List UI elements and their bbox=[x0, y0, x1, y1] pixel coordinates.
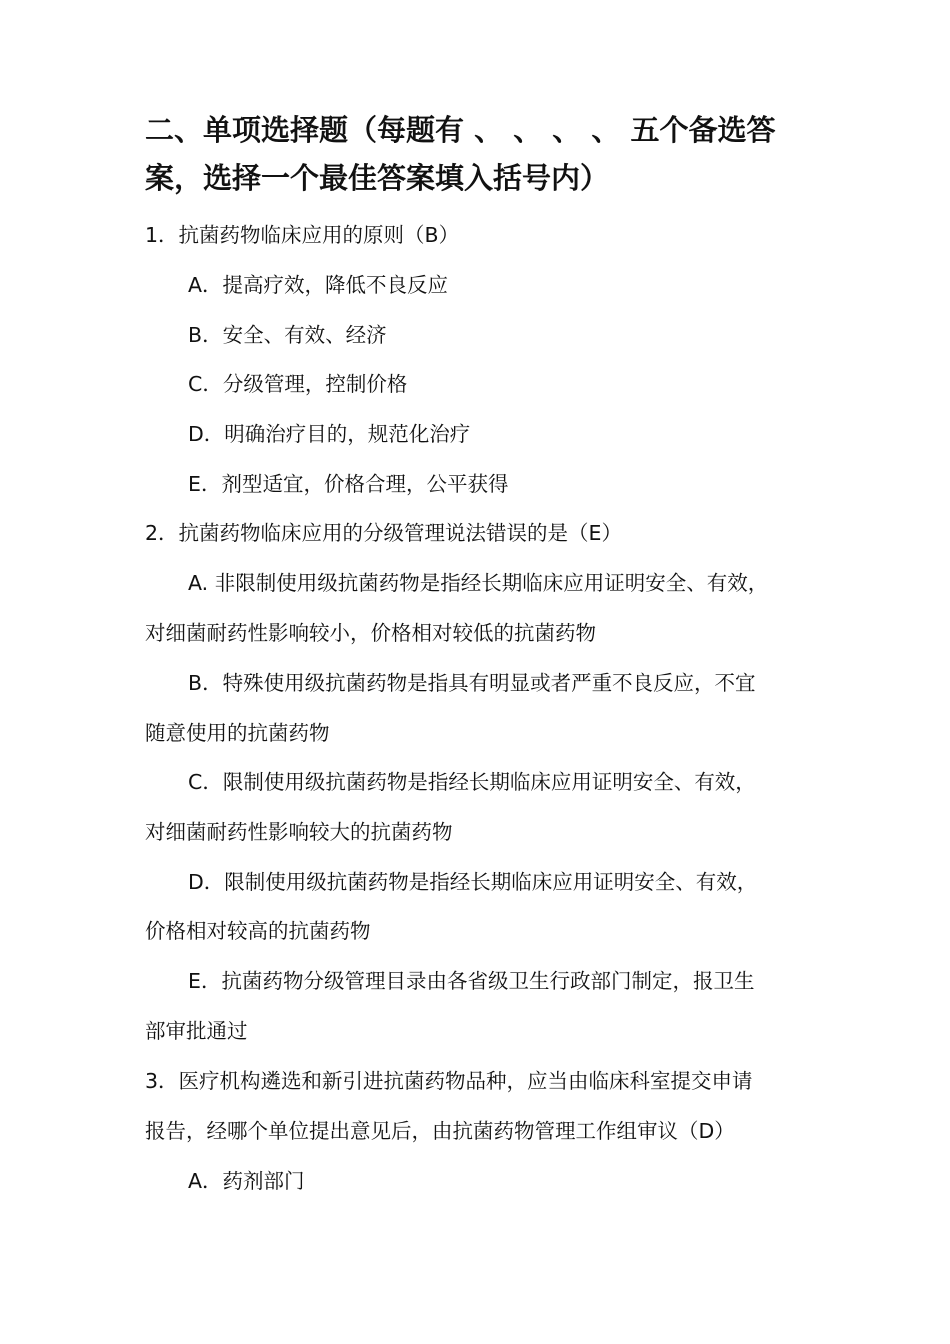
question-2-option-b: B．特殊使用级抗菌药物是指具有明显或者严重不良反应，不宜 bbox=[188, 671, 756, 695]
question-2-option-d: D．限制使用级抗菌药物是指经长期临床应用证明安全、有效， bbox=[188, 870, 758, 894]
question-3-stem-continuation: 报告，经哪个单位提出意见后，由抗菌药物管理工作组审议（D） bbox=[145, 1119, 735, 1143]
question-1-option-d: D．明确治疗目的，规范化治疗 bbox=[188, 422, 471, 446]
question-3-stem: 3．医疗机构遴选和新引进抗菌药物品种，应当由临床科室提交申请 bbox=[145, 1069, 753, 1093]
section-heading-line-2: 案，选择一个最佳答案填入括号内） bbox=[145, 161, 610, 195]
question-1-stem: 1．抗菌药物临床应用的原则（B） bbox=[145, 223, 460, 247]
question-1-option-c: C．分级管理，控制价格 bbox=[188, 372, 408, 396]
question-2-option-b-continuation: 随意使用的抗菌药物 bbox=[145, 721, 330, 745]
question-2-option-e: E．抗菌药物分级管理目录由各省级卫生行政部门制定，报卫生 bbox=[188, 969, 755, 993]
question-2-option-c-continuation: 对细菌耐药性影响较大的抗菌药物 bbox=[145, 820, 453, 844]
question-2-stem: 2．抗菌药物临床应用的分级管理说法错误的是（E） bbox=[145, 521, 622, 545]
question-2-option-d-continuation: 价格相对较高的抗菌药物 bbox=[145, 919, 371, 943]
question-1-option-b: B．安全、有效、经济 bbox=[188, 323, 387, 347]
question-2-option-a-continuation: 对细菌耐药性影响较小，价格相对较低的抗菌药物 bbox=[145, 621, 596, 645]
question-2-option-e-continuation: 部审批通过 bbox=[145, 1019, 248, 1043]
question-2-option-a: A. 非限制使用级抗菌药物是指经长期临床应用证明安全、有效， bbox=[188, 571, 769, 595]
question-2-option-c: C．限制使用级抗菌药物是指经长期临床应用证明安全、有效， bbox=[188, 770, 756, 794]
question-1-option-a: A．提高疗效，降低不良反应 bbox=[188, 273, 449, 297]
question-3-option-a: A．药剂部门 bbox=[188, 1169, 305, 1193]
question-1-option-e: E．剂型适宜，价格合理，公平获得 bbox=[188, 472, 509, 496]
section-heading-line-1: 二、单项选择题（每题有 、 、 、 、 五个备选答 bbox=[145, 113, 776, 147]
